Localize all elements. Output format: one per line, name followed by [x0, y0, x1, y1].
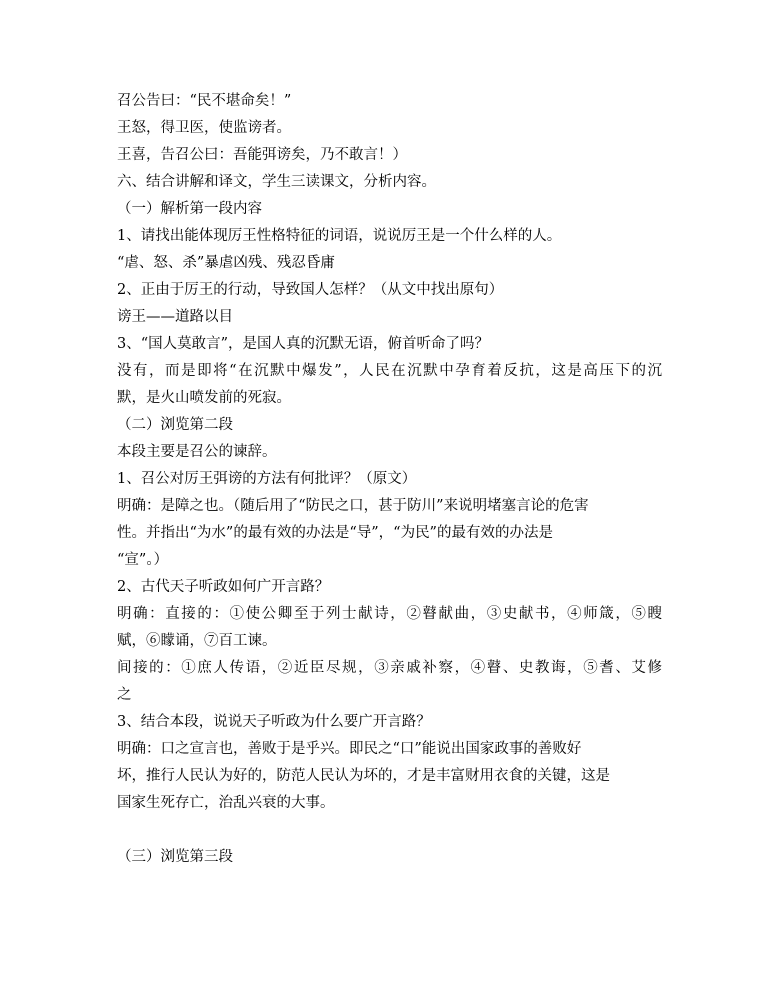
- answer-line: 默，是火山喷发前的死寂。: [117, 390, 291, 406]
- question-line: 2、古代天子听政如何广开言路？: [117, 579, 330, 595]
- question-line: 1、召公对厉王弭谤的方法有何批评？（原文）: [117, 471, 417, 487]
- answer-line: 性。并指出“为水”的最有效的办法是“导”，“为民”的最有效的办法是: [117, 525, 553, 541]
- answer-line: “虐、怒、杀”暴虐凶残、残忍昏庸: [117, 255, 335, 271]
- section-heading: 六、结合讲解和译文，学生三读课文，分析内容。: [117, 174, 436, 190]
- question-line: 3、结合本段，说说天子听政为什么要广开言路？: [117, 714, 431, 730]
- subsection-heading: （三）浏览第三段: [117, 849, 233, 865]
- answer-line: “宣”。）: [117, 552, 169, 568]
- text-line: 王怒，得卫医，使监谤者。: [117, 120, 291, 136]
- answer-line: 之: [117, 687, 132, 703]
- answer-line: 间接的：①庶人传语，②近臣尽规，③亲戚补察，④瞽、史教诲，⑤耆、艾修: [117, 660, 662, 676]
- subsection-heading: （一）解析第一段内容: [117, 201, 262, 217]
- question-line: 3、“国人莫敢言”，是国人真的沉默无语，俯首听命了吗？: [117, 336, 490, 352]
- text-line: 王喜，告召公曰：吾能弭谤矣，乃不敢言！）: [117, 147, 407, 163]
- paragraph-gap: [117, 817, 662, 844]
- answer-line: 谤王——道路以目: [117, 309, 233, 325]
- document-body: [117, 88, 662, 871]
- answer-line: 明确：是障之也。（随后用了“防民之口，甚于防川”来说明堵塞言论的危害: [117, 498, 589, 514]
- answer-line: 国家生死存亡，治乱兴衰的大事。: [117, 795, 335, 811]
- answer-line: 没有，而是即将“在沉默中爆发”，人民在沉默中孕育着反抗，这是高压下的沉: [117, 363, 662, 379]
- answer-line: 赋，⑥矇诵，⑦百工谏。: [117, 633, 277, 649]
- answer-line: 坏，推行人民认为好的，防范人民认为坏的，才是丰富财用衣食的关键，这是: [117, 768, 610, 784]
- text-line: 本段主要是召公的谏辞。: [117, 444, 277, 460]
- subsection-heading: （二）浏览第二段: [117, 417, 233, 433]
- answer-line: 明确：直接的：①使公卿至于列士献诗，②瞽献曲，③史献书，④师箴，⑤瞍: [117, 606, 662, 622]
- question-line: 2、正由于厉王的行动，导致国人怎样？（从文中找出原句）: [117, 282, 504, 298]
- text-line: 召公告曰：“民不堪命矣！”: [117, 93, 292, 109]
- answer-line: 明确：口之宣言也，善败于是乎兴。即民之“口”能说出国家政事的善败好: [117, 741, 582, 757]
- question-line: 1、请找出能体现厉王性格特征的词语，说说厉王是一个什么样的人。: [117, 228, 562, 244]
